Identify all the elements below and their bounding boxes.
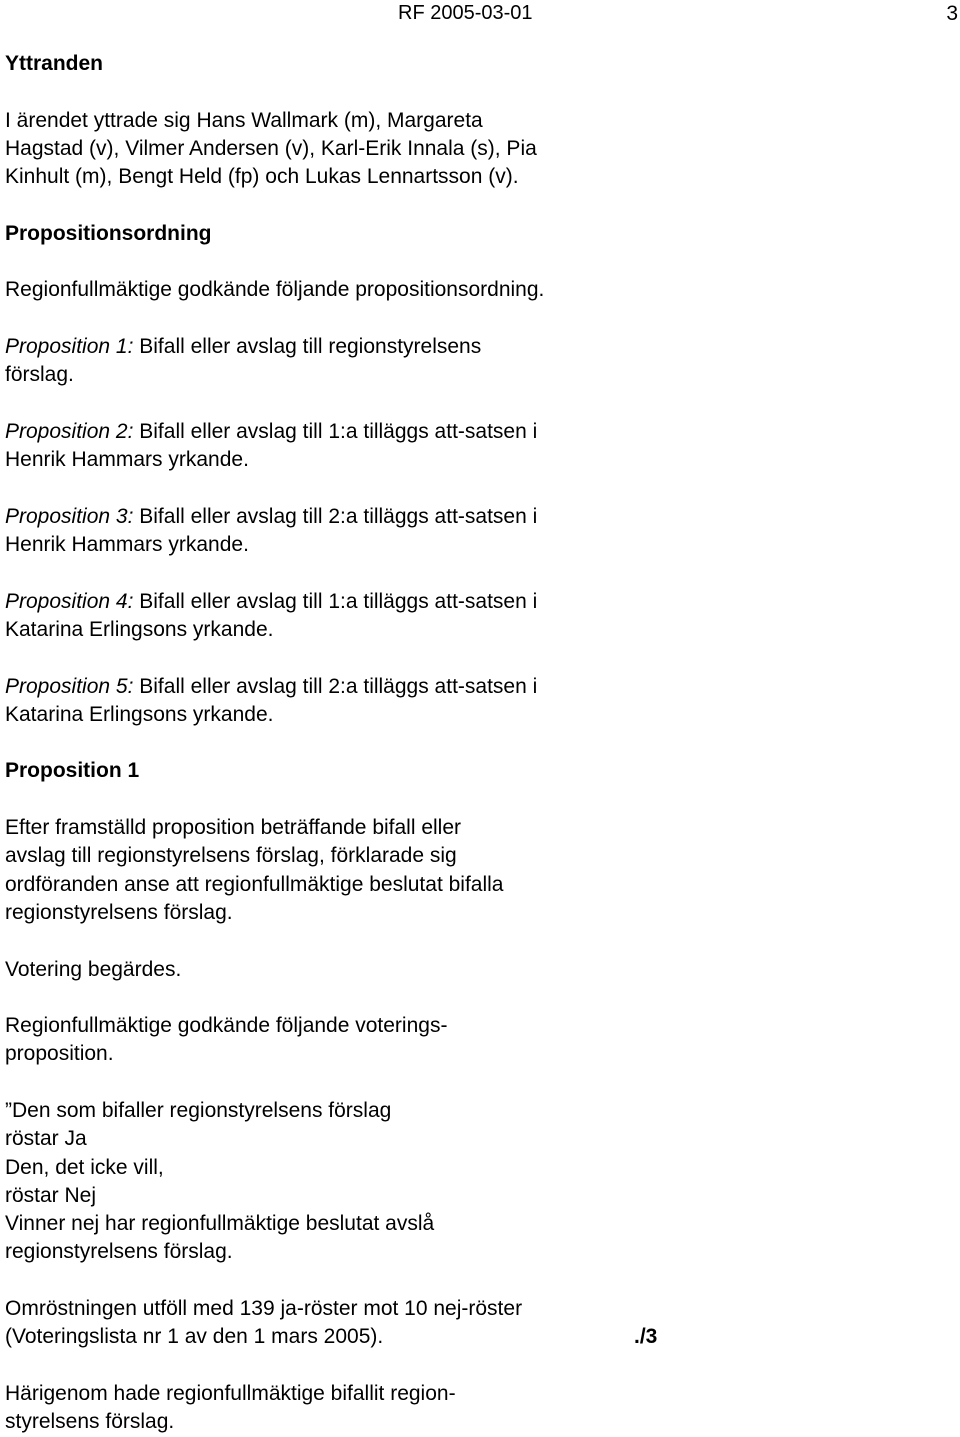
proposition-label: Proposition 1: xyxy=(5,334,134,358)
proposition-1-paragraph xyxy=(5,814,675,927)
document-body xyxy=(5,50,675,1437)
proposition-item xyxy=(5,333,675,390)
propositionsordning-intro: Regionfullmäktige godkände följande propositionsordning. xyxy=(5,278,545,302)
proposition-label: Proposition 5: xyxy=(5,674,134,698)
yttranden-paragraph xyxy=(5,107,675,192)
proposition-line xyxy=(5,503,675,531)
proposition-item xyxy=(5,418,675,475)
proposition-line: förslag. xyxy=(5,363,74,387)
paragraph-line: I ärendet yttrade sig Hans Wallmark (m), Margareta xyxy=(5,108,483,132)
attachment-reference: ./3 xyxy=(634,1325,658,1349)
paragraph-line: röstar Ja xyxy=(5,1127,87,1151)
paragraph-line: regionstyrelsens förslag. xyxy=(5,1240,233,1264)
heading-yttranden: Yttranden xyxy=(5,52,104,75)
voteringslista-text: (Voteringslista nr 1 av den 1 mars 2005). xyxy=(5,1325,384,1349)
proposition-text: Bifall eller avslag till 1:a tilläggs att-satsen i xyxy=(133,419,538,443)
paragraph-line: Omröstningen utföll med 139 ja-röster mot 10 nej-röster xyxy=(5,1297,523,1321)
header-date: RF 2005-03-01 xyxy=(398,2,533,24)
voteringsproposition-paragraph xyxy=(5,1097,675,1267)
votering-text: Votering begärdes. xyxy=(5,957,182,981)
paragraph-line: Efter framställd proposition beträffande bifall eller xyxy=(5,816,462,840)
proposition-line xyxy=(5,333,675,361)
paragraph-line: proposition. xyxy=(5,1042,114,1066)
page-number: 3 xyxy=(946,2,958,25)
paragraph-line: Vinner nej har regionfullmäktige beslutat avslå xyxy=(5,1212,435,1236)
result-paragraph xyxy=(5,1295,675,1352)
heading-propositionsordning: Propositionsordning xyxy=(5,221,212,245)
paragraph-line: röstar Nej xyxy=(5,1183,97,1207)
proposition-item xyxy=(5,588,675,645)
conclusion-paragraph xyxy=(5,1380,675,1437)
paragraph-line: Den, det icke vill, xyxy=(5,1155,164,1179)
proposition-item xyxy=(5,673,675,730)
proposition-text: Bifall eller avslag till regionstyrelsens xyxy=(133,334,482,358)
paragraph-line: Regionfullmäktige godkände följande voterings- xyxy=(5,1014,448,1038)
paragraph-line: regionstyrelsens förslag. xyxy=(5,900,233,924)
proposition-label: Proposition 4: xyxy=(5,589,134,613)
paragraph-line xyxy=(5,1323,675,1351)
paragraph-line: Hagstad (v), Vilmer Andersen (v), Karl-Erik Innala (s), Pia xyxy=(5,136,537,160)
proposition-line: Katarina Erlingsons yrkande. xyxy=(5,702,274,726)
paragraph-line: ”Den som bifaller regionstyrelsens förslag xyxy=(5,1098,392,1122)
paragraph-line: avslag till regionstyrelsens förslag, förklarade sig xyxy=(5,844,457,868)
proposition-text: Bifall eller avslag till 2:a tilläggs att-satsen i xyxy=(133,674,538,698)
proposition-line xyxy=(5,588,675,616)
proposition-text: Bifall eller avslag till 2:a tilläggs att-satsen i xyxy=(133,504,538,528)
paragraph-line: styrelsens förslag. xyxy=(5,1410,175,1434)
proposition-line: Henrik Hammars yrkande. xyxy=(5,448,249,472)
proposition-label: Proposition 3: xyxy=(5,504,134,528)
proposition-text: Bifall eller avslag till 1:a tilläggs att-satsen i xyxy=(133,589,538,613)
proposition-label: Proposition 2: xyxy=(5,419,134,443)
godkande-paragraph xyxy=(5,1012,675,1069)
proposition-line xyxy=(5,673,675,701)
paragraph-line: Härigenom hade regionfullmäktige bifallit region- xyxy=(5,1381,456,1405)
proposition-line: Henrik Hammars yrkande. xyxy=(5,533,249,557)
paragraph-line: Kinhult (m), Bengt Held (fp) och Lukas Lennartsson (v). xyxy=(5,165,519,189)
proposition-line xyxy=(5,418,675,446)
heading-proposition-1: Proposition 1 xyxy=(5,759,140,783)
proposition-item xyxy=(5,503,675,560)
paragraph-line: ordföranden anse att regionfullmäktige beslutat bifalla xyxy=(5,872,504,896)
page-header xyxy=(0,0,960,30)
proposition-line: Katarina Erlingsons yrkande. xyxy=(5,617,274,641)
